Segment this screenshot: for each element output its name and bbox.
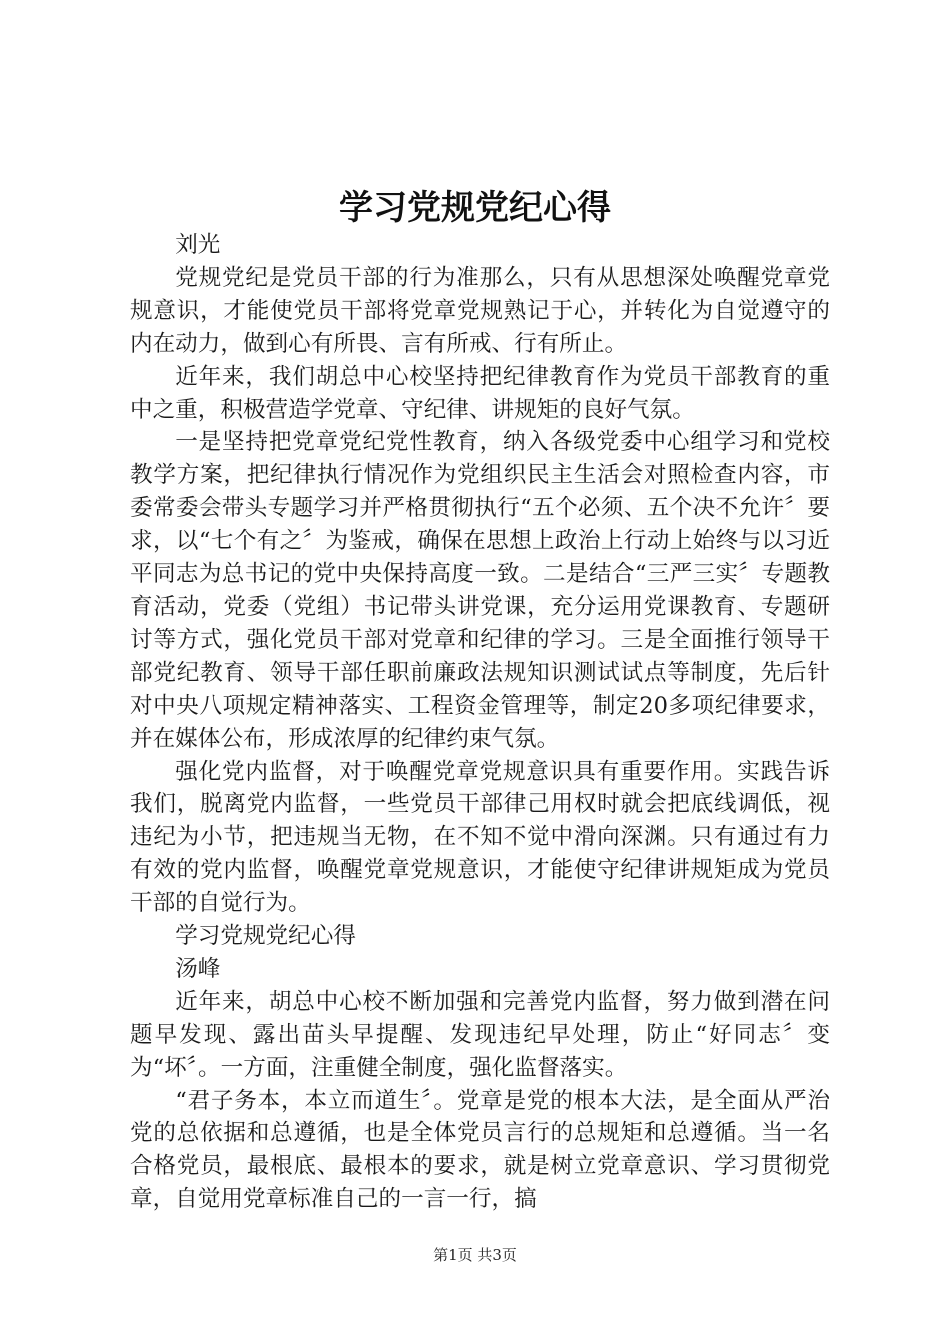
page-number-indicator: 第1页 共3页 <box>433 1246 517 1264</box>
body-paragraph: 近年来，我们胡总中心校坚持把纪律教育作为党员干部教育的重中之重，积极营造学党章、守纪律、讲规矩的良好气氛。 <box>130 363 830 423</box>
body-paragraph: “君子务本，本立而道生〞。党章是党的根本大法，是全面从严治党的总依据和总遵循，也是全体党员言行的总规矩和总遵循。当一名合格党员，最根底、最根本的要求，就是树立党章意识、学习贯彻党章，自觉用党章标准自己的一言一行，搞 <box>130 1087 830 1213</box>
document-title: 学习党规党纪心得 <box>339 188 611 228</box>
author-line: 刘光 <box>175 232 221 258</box>
page-footer <box>0 1244 950 1266</box>
body-paragraph: 党规党纪是党员干部的行为准那么，只有从思想深处唤醒党章党规意识，才能使党员干部将党章党规熟记于心，并转化为自觉遵守的内在动力，做到心有所畏、言有所戒、行有所止。 <box>130 264 830 357</box>
document-body <box>130 229 830 1216</box>
author-line: 汤峰 <box>175 955 221 982</box>
body-paragraph: 一是坚持把党章党纪党性教育，纳入各级党委中心组学习和党校教学方案，把纪律执行情况作为党组织民主生活会对照检查内容，市委常委会带头专题学习并严格贯彻执行“五个必须、五个决不允许〞要求，以“七个有之〞为鉴戒，确保在思想上政治上行动上始终与以习近平同志为总书记的党中央保持高度一致。二是结合“三严三实〞专题教育活动，党委（党组）书记带头讲党课，充分运用党课教育、专题研讨等方式，强化党员干部对党章和纪律的学习。三是全面推行领导干部党纪教育、领导干部任职前廉政法规知识测试试点等制度，先后针对中央八项规定精神落实、工程资金管理等，制定20多项纪律要求，并在媒体公布，形成浓厚的纪律约束气氛。 <box>130 429 830 752</box>
body-paragraph: 近年来，胡总中心校不断加强和完善党内监督，努力做到潜在问题早发现、露出苗头早提醒、发现违纪早处理，防止“好同志〞变为“坏〞。一方面，注重健全制度，强化监督落实。 <box>130 988 830 1081</box>
body-paragraph: 强化党内监督，对于唤醒党章党规意识具有重要作用。实践告诉我们，脱离党内监督，一些党员干部律己用权时就会把底线调低，视违纪为小节，把违规当无物，在不知不觉中滑向深渊。只有通过有力有效的党内监督，唤醒党章党规意识，才能使守纪律讲规矩成为党员干部的自觉行为。 <box>130 758 830 917</box>
section-title: 学习党规党纪心得 <box>175 923 356 950</box>
